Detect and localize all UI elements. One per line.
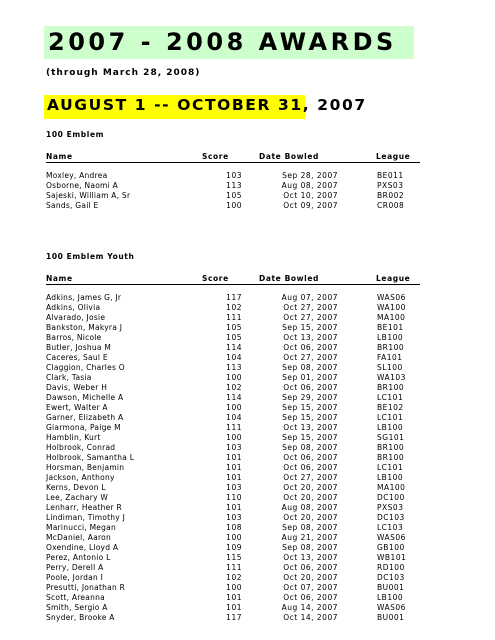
score: 100 (226, 201, 242, 210)
column-header-score: Score (202, 274, 229, 283)
table-row (46, 563, 420, 573)
date-bowled: Aug 07, 2007 (281, 293, 338, 302)
period-banner (44, 95, 367, 119)
score: 109 (226, 543, 242, 552)
league-code: DC100 (377, 493, 405, 502)
league-code: SG101 (377, 433, 405, 442)
date-bowled: Oct 13, 2007 (283, 333, 338, 342)
table-row (46, 453, 420, 463)
column-header-league: League (376, 274, 411, 283)
score: 114 (226, 343, 242, 352)
bowler-name: Scott, Areanna (46, 593, 105, 602)
table-row (46, 523, 420, 533)
date-bowled: Sep 15, 2007 (282, 433, 338, 442)
league-code: BR002 (377, 191, 405, 200)
table-row (46, 303, 420, 313)
league-code: WAS06 (377, 533, 406, 542)
date-bowled: Oct 20, 2007 (283, 483, 338, 492)
date-bowled: Oct 20, 2007 (283, 513, 338, 522)
bowler-name: McDaniel, Aaron (46, 533, 112, 542)
score: 103 (226, 483, 242, 492)
bowler-name: Caceres, Saul E (46, 353, 108, 362)
page-title-banner (44, 26, 414, 59)
league-code: WAS06 (377, 293, 406, 302)
league-code: BU001 (377, 613, 405, 622)
date-bowled: Oct 07, 2007 (283, 583, 338, 592)
score: 115 (226, 553, 242, 562)
score: 100 (226, 583, 242, 592)
league-code: PXS03 (377, 503, 404, 512)
score: 105 (226, 333, 242, 342)
date-bowled: Oct 06, 2007 (283, 593, 338, 602)
table-row (46, 343, 420, 353)
score: 117 (226, 613, 242, 622)
league-code: LB100 (377, 593, 404, 602)
table-row (46, 181, 420, 191)
bowler-name: Garner, Elizabeth A (46, 413, 124, 422)
date-bowled: Aug 08, 2007 (281, 503, 338, 512)
date-bowled: Sep 08, 2007 (282, 363, 338, 372)
table-row (46, 293, 420, 303)
date-bowled: Oct 06, 2007 (283, 343, 338, 352)
league-code: BR100 (377, 443, 405, 452)
date-bowled: Oct 27, 2007 (283, 303, 338, 312)
table-row (46, 373, 420, 383)
date-bowled: Oct 27, 2007 (283, 313, 338, 322)
bowler-name: Adkins, James G, Jr (46, 293, 122, 302)
league-code: PXS03 (377, 181, 404, 190)
league-code: DC103 (377, 573, 405, 582)
bowler-name: Butler, Joshua M (46, 343, 112, 352)
table-row (46, 603, 420, 613)
score: 100 (226, 533, 242, 542)
league-code: FA101 (377, 353, 403, 362)
column-header-date: Date Bowled (259, 274, 319, 283)
bowler-name: Smith, Sergio A (46, 603, 108, 612)
league-code: LC101 (377, 393, 404, 402)
score: 101 (226, 473, 242, 482)
table-row (46, 533, 420, 543)
table-row (46, 433, 420, 443)
bowler-name: Giarmona, Paige M (46, 423, 121, 432)
bowler-name: Kerns, Devon L (46, 483, 106, 492)
column-header-date: Date Bowled (259, 152, 319, 161)
league-code: BR100 (377, 453, 405, 462)
score: 114 (226, 393, 242, 402)
league-code: BE011 (377, 171, 404, 180)
league-code: SL100 (377, 363, 403, 372)
page-subtitle: (through March 28, 2008) (46, 68, 201, 78)
score: 102 (226, 303, 242, 312)
league-code: LB100 (377, 333, 404, 342)
date-bowled: Oct 14, 2007 (283, 613, 338, 622)
bowler-name: Lee, Zachary W (46, 493, 109, 502)
header-divider (46, 162, 420, 163)
date-bowled: Oct 06, 2007 (283, 383, 338, 392)
score: 104 (226, 413, 242, 422)
table-row (46, 363, 420, 373)
league-code: BE102 (377, 403, 404, 412)
score: 103 (226, 513, 242, 522)
table-row (46, 393, 420, 403)
date-bowled: Oct 20, 2007 (283, 493, 338, 502)
date-bowled: Sep 15, 2007 (282, 403, 338, 412)
date-bowled: Sep 08, 2007 (282, 523, 338, 532)
table-row (46, 313, 420, 323)
table-row (46, 383, 420, 393)
bowler-name: Lenharr, Heather R (46, 503, 122, 512)
score: 113 (226, 363, 242, 372)
table-row (46, 413, 420, 423)
league-code: MA100 (377, 483, 406, 492)
score: 102 (226, 573, 242, 582)
league-code: LB100 (377, 423, 404, 432)
score: 101 (226, 453, 242, 462)
table-row (46, 613, 420, 623)
table-row (46, 463, 420, 473)
league-code: WA100 (377, 303, 406, 312)
table-row (46, 503, 420, 513)
score: 101 (226, 503, 242, 512)
league-code: BR100 (377, 343, 405, 352)
date-bowled: Oct 06, 2007 (283, 453, 338, 462)
bowler-name: Holbrook, Conrad (46, 443, 116, 452)
column-header-name: Name (46, 152, 73, 161)
score: 101 (226, 603, 242, 612)
bowler-name: Sands, Gail E (46, 201, 99, 210)
bowler-name: Presutti, Jonathan R (46, 583, 126, 592)
bowler-name: Barros, Nicole (46, 333, 102, 342)
score: 101 (226, 593, 242, 602)
league-code: LC103 (377, 523, 404, 532)
score: 108 (226, 523, 242, 532)
date-bowled: Sep 01, 2007 (282, 373, 338, 382)
table-row (46, 483, 420, 493)
score: 102 (226, 383, 242, 392)
table-row (46, 171, 420, 181)
section-title: 100 Emblem Youth (46, 252, 135, 261)
date-bowled: Sep 15, 2007 (282, 413, 338, 422)
bowler-name: Lindiman, Timothy J (46, 513, 126, 522)
date-bowled: Oct 20, 2007 (283, 573, 338, 582)
score: 100 (226, 433, 242, 442)
league-code: BR100 (377, 383, 405, 392)
date-bowled: Aug 21, 2007 (281, 533, 338, 542)
league-code: LC101 (377, 413, 404, 422)
bowler-name: Adkins, Olivia (46, 303, 101, 312)
score: 111 (226, 423, 242, 432)
date-bowled: Oct 06, 2007 (283, 463, 338, 472)
score: 110 (226, 493, 242, 502)
table-row (46, 513, 420, 523)
table-row (46, 333, 420, 343)
table-row (46, 583, 420, 593)
date-bowled: Sep 29, 2007 (282, 393, 338, 402)
date-bowled: Oct 13, 2007 (283, 553, 338, 562)
bowler-name: Osborne, Naomi A (46, 181, 118, 190)
score: 100 (226, 373, 242, 382)
date-bowled: Oct 06, 2007 (283, 563, 338, 572)
score: 101 (226, 463, 242, 472)
bowler-name: Moxley, Andrea (46, 171, 108, 180)
column-header-name: Name (46, 274, 73, 283)
league-code: LC101 (377, 463, 404, 472)
score: 105 (226, 323, 242, 332)
league-code: GB100 (377, 543, 405, 552)
bowler-name: Jackson, Anthony (46, 473, 115, 482)
league-code: RD100 (377, 563, 405, 572)
bowler-name: Oxendine, Lloyd A (46, 543, 119, 552)
date-bowled: Sep 08, 2007 (282, 543, 338, 552)
table-row (46, 423, 420, 433)
table-row (46, 201, 420, 211)
date-bowled: Oct 10, 2007 (283, 191, 338, 200)
score: 105 (226, 191, 242, 200)
bowler-name: Horsman, Benjamin (46, 463, 125, 472)
bowler-name: Davis, Weber H (46, 383, 108, 392)
league-code: CR008 (377, 201, 405, 210)
bowler-name: Perry, Derell A (46, 563, 104, 572)
table-row (46, 403, 420, 413)
table-row (46, 473, 420, 483)
league-code: WB101 (377, 553, 407, 562)
table-row (46, 353, 420, 363)
bowler-name: Bankston, Makyra J (46, 323, 123, 332)
league-code: WA103 (377, 373, 406, 382)
date-bowled: Oct 27, 2007 (283, 353, 338, 362)
date-bowled: Aug 14, 2007 (281, 603, 338, 612)
table-row (46, 323, 420, 333)
score: 117 (226, 293, 242, 302)
column-header-score: Score (202, 152, 229, 161)
table-row (46, 573, 420, 583)
bowler-name: Poole, Jordan I (46, 573, 104, 582)
date-bowled: Aug 08, 2007 (281, 181, 338, 190)
league-code: MA100 (377, 313, 406, 322)
bowler-name: Hamblin, Kurt (46, 433, 101, 442)
section-title: 100 Emblem (46, 130, 105, 139)
bowler-name: Snyder, Brooke A (46, 613, 115, 622)
bowler-name: Claggion, Charles O (46, 363, 125, 372)
score: 100 (226, 403, 242, 412)
table-row (46, 443, 420, 453)
table-row (46, 543, 420, 553)
league-code: BE101 (377, 323, 404, 332)
score: 103 (226, 171, 242, 180)
period-title: AUGUST 1 -- OCTOBER 31, 2007 (47, 96, 367, 114)
header-divider (46, 284, 420, 285)
bowler-name: Perez, Antonio L (46, 553, 111, 562)
date-bowled: Sep 28, 2007 (282, 171, 338, 180)
bowler-name: Holbrook, Samantha L (46, 453, 135, 462)
bowler-name: Ewert, Walter A (46, 403, 108, 412)
date-bowled: Oct 13, 2007 (283, 423, 338, 432)
date-bowled: Oct 09, 2007 (283, 201, 338, 210)
date-bowled: Sep 15, 2007 (282, 323, 338, 332)
bowler-name: Clark, Tasia (46, 373, 92, 382)
page-title: 2007 - 2008 AWARDS (48, 28, 397, 56)
bowler-name: Marinucci, Megan (46, 523, 117, 532)
score: 111 (226, 313, 242, 322)
league-code: DC103 (377, 513, 405, 522)
award-table (46, 293, 420, 623)
score: 113 (226, 181, 242, 190)
date-bowled: Sep 08, 2007 (282, 443, 338, 452)
table-row (46, 493, 420, 503)
award-table (46, 171, 420, 211)
league-code: BU001 (377, 583, 405, 592)
date-bowled: Oct 27, 2007 (283, 473, 338, 482)
table-row (46, 593, 420, 603)
table-row (46, 191, 420, 201)
score: 104 (226, 353, 242, 362)
bowler-name: Dawson, Michelle A (46, 393, 124, 402)
league-code: LB100 (377, 473, 404, 482)
league-code: WAS06 (377, 603, 406, 612)
score: 103 (226, 443, 242, 452)
table-row (46, 553, 420, 563)
bowler-name: Alvarado, Josie (46, 313, 106, 322)
bowler-name: Sajeski, William A, Sr (46, 191, 131, 200)
column-header-league: League (376, 152, 411, 161)
score: 111 (226, 563, 242, 572)
